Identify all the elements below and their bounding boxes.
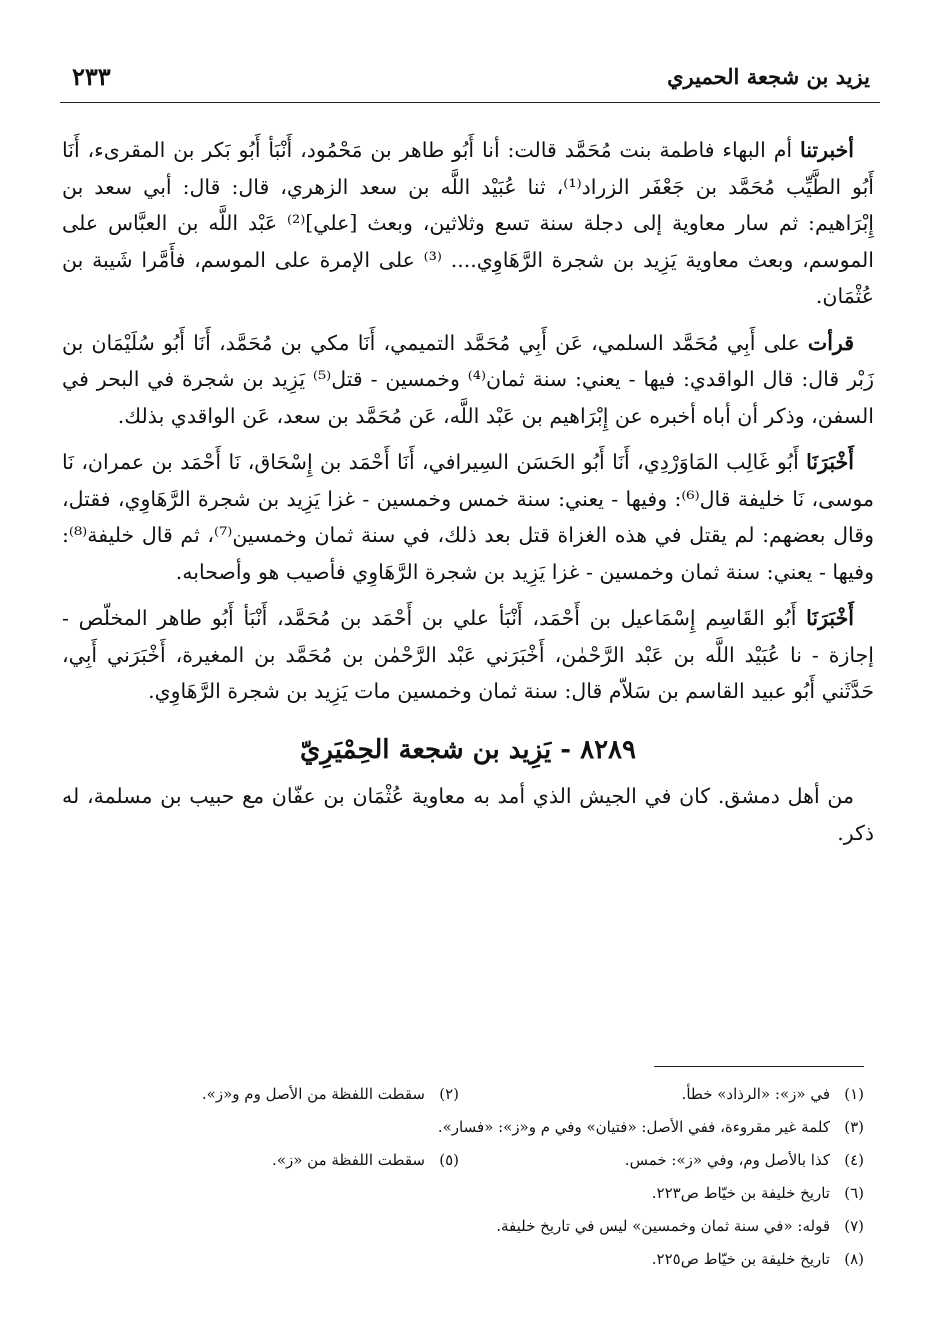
paragraph-lead: أخبرتنا (800, 138, 855, 162)
footnote-row (150, 1078, 864, 1111)
paragraph (62, 444, 874, 590)
footnote (652, 1177, 864, 1210)
footnote-text: سقطت اللفظة من الأصل وم و«ز». (201, 1085, 425, 1103)
footnotes (150, 1078, 864, 1276)
paragraph-text: أَبُو القَاسِم إِسْمَاعيل بن أَحْمَد، أَنْبَأ علي بن أَحْمَد بن مُحَمَّد، أَنْبَأ أَبُو طاهر المخلّص - إجازة - نا عُبَيْد اللَّه بن عَبْد الرَّحْمٰن، أَخْبَرَني عَبْد الرَّحْمٰن بن مُحَمَّد بن المغيرة، أَخْبَرَني أَبِي، حَدَّثَني أَبُو عبيد القاسم بن سَلاّم قال: سنة ثمان وخمسين مات يَزِيد بن شجرة الرَّهَاوِي. (62, 606, 874, 703)
footnote (652, 1243, 864, 1276)
paragraph-lead: أَخْبَرَنَا (806, 606, 854, 630)
running-title: يزيد بن شجعة الحميري (667, 64, 870, 89)
header-rule (60, 102, 880, 103)
footnote (438, 1111, 864, 1144)
paragraph-lead: قرأت (807, 330, 854, 355)
footnote-text: كذا بالأصل وم، وفي «ز»: خمس. (624, 1151, 830, 1169)
footnote (459, 1078, 864, 1111)
footnote-text: تاريخ خليفة بن خيّاط ص٢٢٣. (651, 1184, 830, 1202)
footnote-number: (٣) (844, 1118, 864, 1136)
footnote-text: تاريخ خليفة بن خيّاط ص٢٢٥. (651, 1250, 830, 1268)
paragraph-text: على أَبِي مُحَمَّد السلمي، عَن أَبِي مُحَمَّد التميمي، أَنَا مكي بن مُحَمَّد، أَنَا أَبُو سُلَيْمَان بن زَبْر قال: قال الواقدي: فيها - يعني: سنة ثمان⁽⁴⁾ وخمسين - قتل⁽⁵⁾ يَزِيد بن شجرة في البحر في السفن، وذكر أن أباه أخبره عن إِبْرَاهيم بن عَبْد اللَّه، عَن مُحَمَّد بن سعد، عَن الواقدي بذلك. (62, 330, 875, 428)
footnote-row (150, 1243, 864, 1276)
page-number: ٢٣٣ (72, 62, 111, 91)
entry-text: من أهل دمشق. كان في الجيش الذي أمد به معاوية عُثْمَان بن عفّان مع حبيب بن مسلمة، له ذكر. (62, 784, 874, 845)
footnote-row (150, 1111, 864, 1144)
paragraph (62, 325, 874, 435)
footnote-text: كلمة غير مقروءة، ففي الأصل: «فتيان» وفي م و«ز»: «فسار». (437, 1118, 830, 1136)
footnote-rule (654, 1066, 864, 1067)
page-header (60, 64, 880, 104)
footnote-text: قوله: «في سنة ثمان وخمسين» ليس في تاريخ خليفة. (496, 1217, 830, 1235)
footnote-row (150, 1144, 864, 1177)
paragraph-text: أَبُو غَالِب المَاوَرْدِي، أَنَا أَبُو الحَسَن السِيرافي، أَنَا أَحْمَد بن إِسْحَاق، نَا أَحْمَد بن عمران، نَا موسى، نَا خليفة قال⁽⁶⁾: وفيها - يعني: سنة خمس وخمسين - غزا يَزِيد بن شجرة الرَّهَاوِي، فقتل، وقال بعضهم: لم يقتل في هذه الغزاة قتل بعد ذلك، في سنة ثمان وخمسين⁽⁷⁾، ثم قال خليفة⁽⁸⁾: وفيها - يعني: سنة ثمان وخمسين - غزا يَزِيد بن شجرة الرَّهَاوِي فأصيب هو وأصحابه. (62, 450, 874, 584)
footnote-number: (٢) (439, 1085, 459, 1103)
footnote-number: (١) (844, 1085, 864, 1103)
footnote-number: (٥) (439, 1151, 459, 1169)
paragraph (62, 132, 874, 315)
paragraph (62, 600, 874, 710)
footnote (496, 1210, 864, 1243)
paragraph-text: أم البهاء فاطمة بنت مُحَمَّد قالت: أنا أَبُو طاهر بن مَحْمُود، أَنْبَأ أَبُو بَكر بن المقرىء، أَنَا أَبُو الطَّيِّب مُحَمَّد بن جَعْفَر الزراد⁽¹⁾، ثنا عُبَيْد اللَّه بن سعد الزهري، قال: قال: أبي سعد بن إِبْرَاهيم: ثم سار معاوية إلى دجلة سنة تسع وثلاثين، وبعث [علي]⁽²⁾ عَبْد اللَّه بن العبَّاس على الموسم، وبعث معاوية يَزِيد بن شجرة الرَّهَاوِي.... ⁽³⁾ على الإمرة على الموسم، فأَمَّرا شَيبة بن عُثْمَان. (62, 138, 875, 308)
footnote (272, 1144, 459, 1177)
footnote (202, 1078, 459, 1111)
body-text (62, 132, 874, 861)
footnote-row (150, 1210, 864, 1243)
footnote-text: سقطت اللفظة من «ز». (272, 1151, 425, 1169)
entry-title: ٨٢٨٩ - يَزِيد بن شجعة الحِمْيَرِيّ (300, 734, 636, 765)
footnote-text: في «ز»: «الرذاد» خطأ. (681, 1085, 830, 1103)
footnote (459, 1144, 864, 1177)
footnote-number: (٦) (844, 1184, 864, 1202)
footnote-number: (٧) (844, 1217, 864, 1235)
paragraph-lead: أَخْبَرَنَا (806, 450, 854, 474)
footnote-number: (٨) (844, 1250, 864, 1268)
footnote-number: (٤) (844, 1151, 864, 1169)
footnote-row (150, 1177, 864, 1210)
